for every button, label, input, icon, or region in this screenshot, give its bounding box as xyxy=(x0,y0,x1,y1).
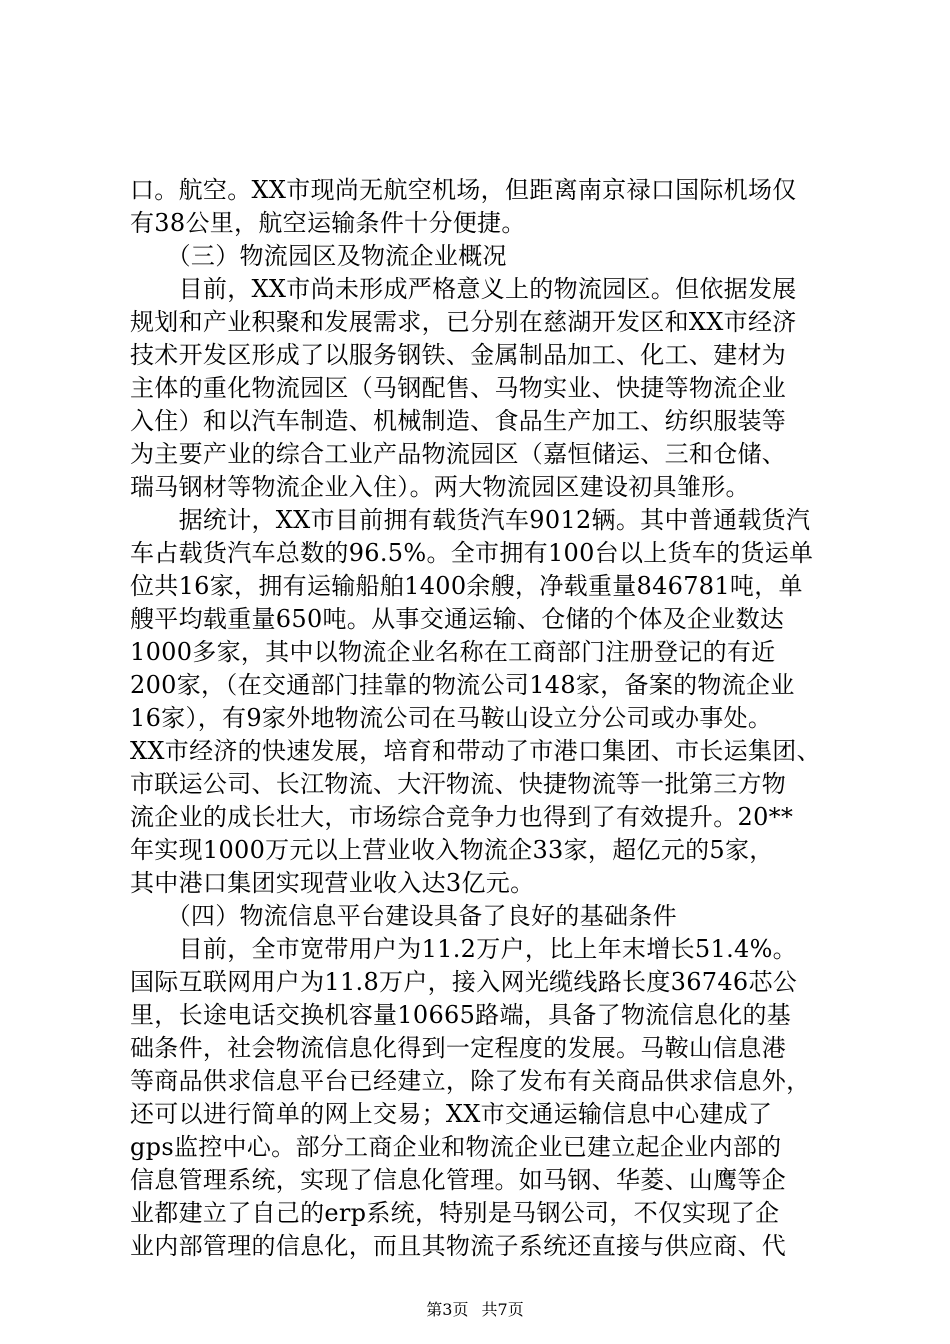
page-total: 共7页 xyxy=(481,1300,524,1319)
text-line: 据统计，XX市目前拥有载货汽车9012辆。其中普通载货汽 xyxy=(130,506,811,534)
text-line: 市联运公司、长江物流、大汗物流、快捷物流等一批第三方物 xyxy=(130,770,787,798)
text-line: 业都建立了自己的erp系统，特别是马钢公司，不仅实现了企 xyxy=(130,1199,780,1227)
text-line: 流企业的成长壮大，市场综合竞争力也得到了有效提升。20** xyxy=(130,803,794,831)
text-line: 等商品供求信息平台已经建立，除了发布有关商品供求信息外， xyxy=(130,1067,811,1095)
text-line: gps监控中心。部分工商企业和物流企业已建立起企业内部的 xyxy=(130,1133,782,1161)
text-line: 车占载货汽车总数的96.5%。全市拥有100台以上货车的货运单 xyxy=(130,539,814,567)
section-heading: （三）物流园区及物流企业概况 xyxy=(130,242,507,270)
text-line: 1000多家，其中以物流企业名称在工商部门注册登记的有近 xyxy=(130,638,776,666)
text-line: 位共16家，拥有运输船舶1400余艘，净载重量846781吨，单 xyxy=(130,572,803,600)
text-line: 技术开发区形成了以服务钢铁、金属制品加工、化工、建材为 xyxy=(130,341,787,369)
text-line: 艘平均载重量650吨。从事交通运输、仓储的个体及企业数达 xyxy=(130,605,785,633)
text-line: 年实现1000万元以上营业收入物流企33家，超亿元的5家， xyxy=(130,836,774,864)
text-line: 础条件，社会物流信息化得到一定程度的发展。马鞍山信息港 xyxy=(130,1034,787,1062)
text-line: 口。航空。XX市现尚无航空机场，但距离南京禄口国际机场仅 xyxy=(130,176,797,204)
section-heading: （四）物流信息平台建设具备了良好的基础条件 xyxy=(130,902,677,930)
text-line: 目前，XX市尚未形成严格意义上的物流园区。但依据发展 xyxy=(130,275,797,303)
text-line: 有38公里，航空运输条件十分便捷。 xyxy=(130,209,526,237)
text-line: 为主要产业的综合工业产品物流园区（嘉恒储运、三和仓储、 xyxy=(130,440,787,468)
text-line: 16家），有9家外地物流公司在马鞍山设立分公司或办事处。 xyxy=(130,704,773,732)
text-line: 里，长途电话交换机容量10665路端，具备了物流信息化的基 xyxy=(130,1001,792,1029)
text-line: 还可以进行简单的网上交易；XX市交通运输信息中心建成了 xyxy=(130,1100,773,1128)
text-line: 信息管理系统，实现了信息化管理。如马钢、华菱、山鹰等企 xyxy=(130,1166,787,1194)
text-line: 主体的重化物流园区（马钢配售、马物实业、快捷等物流企业 xyxy=(130,374,787,402)
text-line: 瑞马钢材等物流企业入住）。两大物流园区建设初具雏形。 xyxy=(130,473,750,501)
text-line: 200家，（在交通部门挂靠的物流公司148家，备案的物流企业 xyxy=(130,671,795,699)
text-line: 入住）和以汽车制造、机械制造、食品生产加工、纺织服装等 xyxy=(130,407,787,435)
text-line: 其中港口集团实现营业收入达3亿元。 xyxy=(130,869,535,897)
page-footer xyxy=(0,1300,950,1320)
text-line: 目前，全市宽带用户为11.2万户，比上年末增长51.4%。 xyxy=(130,935,797,963)
text-line: XX市经济的快速发展，培育和带动了市港口集团、市长运集团、 xyxy=(130,737,821,765)
page-number: 第3页 xyxy=(426,1300,469,1319)
text-line: 业内部管理的信息化，而且其物流子系统还直接与供应商、代 xyxy=(130,1232,787,1260)
text-line: 国际互联网用户为11.8万户，接入网光缆线路长度36746芯公 xyxy=(130,968,798,996)
text-line: 规划和产业积聚和发展需求，已分别在慈湖开发区和XX市经济 xyxy=(130,308,797,336)
